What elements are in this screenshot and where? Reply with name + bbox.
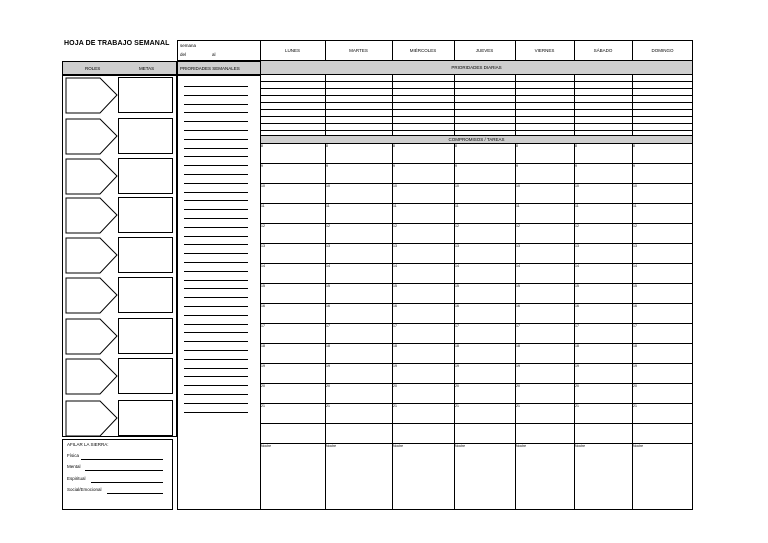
goal-box-9[interactable] [118, 400, 173, 436]
hour-label-d2-19: 19 [326, 364, 330, 368]
hour-label-d7-10: 10 [633, 184, 637, 188]
hour-label-d4-21: 21 [455, 404, 459, 408]
weekly-priority-line-25[interactable] [184, 297, 248, 298]
hour-label-d3-16: 16 [393, 304, 397, 308]
weekly-priority-line-14[interactable] [184, 200, 248, 201]
hour-label-d5-12: 12 [516, 224, 520, 228]
hour-label-d1-19: 19 [261, 364, 265, 368]
hour-label-d4-15: 15 [455, 284, 459, 288]
noche-label-d5: Noche [516, 444, 527, 448]
hour-label-d3-11: 11 [393, 204, 397, 208]
hour-label-d4-13: 13 [455, 244, 459, 248]
col-line-top-2 [392, 40, 393, 60]
hour-label-d1-21: 21 [261, 404, 265, 408]
afilar-social: Social/Emocional [67, 487, 102, 492]
hour-label-d7-18: 18 [633, 344, 637, 348]
afilar-line-espiritual[interactable] [91, 482, 163, 483]
weekly-priority-line-9[interactable] [184, 156, 248, 157]
col-line-mid-1 [325, 74, 326, 135]
metas-header: METAS [139, 66, 155, 71]
hour-label-d4-18: 18 [455, 344, 459, 348]
hour-label-d2-12: 12 [326, 224, 330, 228]
hour-label-d5-21: 21 [516, 404, 520, 408]
goal-box-8[interactable] [118, 358, 173, 394]
weekly-priority-line-28[interactable] [184, 324, 248, 325]
grid-hline-1 [260, 60, 693, 61]
hour-label-d6-13: 13 [575, 244, 579, 248]
hour-label-d2-11: 11 [326, 204, 330, 208]
hour-label-d2-9: 9 [326, 164, 328, 168]
hour-label-d6-19: 19 [575, 364, 579, 368]
page-title: HOJA DE TRABAJO SEMANAL [64, 40, 170, 47]
weekly-priority-line-35[interactable] [184, 385, 248, 386]
roles-header: ROLES [85, 66, 101, 71]
commitments-header: COMPROMISOS / TAREAS [261, 135, 692, 143]
hour-label-d2-15: 15 [326, 284, 330, 288]
hour-label-d3-19: 19 [393, 364, 397, 368]
hour-label-d7-8: 8 [633, 144, 635, 148]
goal-box-1[interactable] [118, 77, 173, 113]
role-pentagon-3[interactable] [65, 158, 119, 196]
hour-label-d5-17: 17 [516, 324, 520, 328]
hour-label-d4-9: 9 [455, 164, 457, 168]
hour-label-d3-18: 18 [393, 344, 397, 348]
weekly-priority-line-4[interactable] [184, 112, 248, 113]
hour-label-d1-15: 15 [261, 284, 265, 288]
afilar-espiritual: Espiritual [67, 476, 86, 481]
hour-label-d2-16: 16 [326, 304, 330, 308]
hour-label-d4-17: 17 [455, 324, 459, 328]
hour-label-d2-13: 13 [326, 244, 330, 248]
hour-label-d3-9: 9 [393, 164, 395, 168]
noche-label-d1: Noche [261, 444, 272, 448]
weekly-priority-line-23[interactable] [184, 280, 248, 281]
hour-label-d5-16: 16 [516, 304, 520, 308]
hour-label-d1-17: 17 [261, 324, 265, 328]
hour-label-d3-10: 10 [393, 184, 397, 188]
hour-label-d3-12: 12 [393, 224, 397, 228]
weekly-priority-line-3[interactable] [184, 104, 248, 105]
col-line-mid-3 [454, 74, 455, 135]
hour-label-d6-9: 9 [575, 164, 577, 168]
goal-box-5[interactable] [118, 237, 173, 273]
weekly-priority-line-33[interactable] [184, 368, 248, 369]
weekly-priority-line-38[interactable] [184, 412, 248, 413]
weekly-priority-line-13[interactable] [184, 192, 248, 193]
hour-label-d5-13: 13 [516, 244, 520, 248]
hour-label-d6-14: 14 [575, 264, 579, 268]
hour-label-d6-17: 17 [575, 324, 579, 328]
hour-label-d5-14: 14 [516, 264, 520, 268]
hour-label-d4-16: 16 [455, 304, 459, 308]
hour-label-d1-14: 14 [261, 264, 265, 268]
role-pentagon-9[interactable] [65, 400, 119, 438]
hour-label-d7-15: 15 [633, 284, 637, 288]
weekly-priority-line-19[interactable] [184, 244, 248, 245]
col-line-mid-6 [632, 74, 633, 135]
weekly-priority-line-6[interactable] [184, 130, 248, 131]
goal-box-7[interactable] [118, 318, 173, 354]
afilar-line-social[interactable] [107, 493, 163, 494]
hour-label-d3-14: 14 [393, 264, 397, 268]
hour-label-d7-20: 20 [633, 384, 637, 388]
weekly-priority-line-29[interactable] [184, 332, 248, 333]
hour-label-d5-20: 20 [516, 384, 520, 388]
day-header-5: VIERNES [534, 47, 555, 53]
hour-label-d4-12: 12 [455, 224, 459, 228]
col-line-top-4 [515, 40, 516, 60]
weekly-priority-line-15[interactable] [184, 209, 248, 210]
hour-label-d6-21: 21 [575, 404, 579, 408]
weekly-priority-line-8[interactable] [184, 148, 248, 149]
hour-label-d6-8: 8 [575, 144, 577, 148]
noche-label-d4: Noche [455, 444, 466, 448]
week-label: semana [180, 43, 197, 48]
hour-label-d5-15: 15 [516, 284, 520, 288]
hour-label-d1-16: 16 [261, 304, 265, 308]
hour-label-d2-14: 14 [326, 264, 330, 268]
weekly-priority-line-16[interactable] [184, 218, 248, 219]
role-pentagon-2[interactable] [65, 118, 119, 156]
weekly-priorities-panel [177, 75, 261, 510]
hour-label-d7-19: 19 [633, 364, 637, 368]
hour-label-d1-8: 8 [261, 144, 263, 148]
weekly-priority-line-7[interactable] [184, 139, 248, 140]
hour-label-d7-17: 17 [633, 324, 637, 328]
day-header-7: DOMINGO [651, 47, 674, 53]
hour-label-d6-15: 15 [575, 284, 579, 288]
hour-label-d4-8: 8 [455, 144, 457, 148]
hour-label-d1-11: 11 [261, 204, 265, 208]
grid-hline-11 [260, 135, 693, 136]
hour-label-d3-21: 21 [393, 404, 397, 408]
role-pentagon-6[interactable] [65, 277, 119, 315]
col-line-mid-5 [574, 74, 575, 135]
hour-label-d6-12: 12 [575, 224, 579, 228]
noche-label-d6: Noche [575, 444, 586, 448]
hour-label-d7-21: 21 [633, 404, 637, 408]
col-line-top-6 [632, 40, 633, 60]
hour-label-d2-18: 18 [326, 344, 330, 348]
noche-label-d2: Noche [326, 444, 337, 448]
weekly-priority-line-26[interactable] [184, 306, 248, 307]
hour-label-d4-19: 19 [455, 364, 459, 368]
hour-label-d4-10: 10 [455, 184, 459, 188]
role-pentagon-7[interactable] [65, 318, 119, 356]
daily-priorities-header: PRIORIDADES DIARIAS [261, 60, 692, 74]
weekly-priority-line-2[interactable] [184, 95, 248, 96]
hour-label-d4-11: 11 [455, 204, 459, 208]
col-line-top-3 [454, 40, 455, 60]
day-header-3: MIÉRCOLES [409, 47, 437, 53]
week-box [177, 40, 261, 61]
hour-label-d7-13: 13 [633, 244, 637, 248]
weekly-priorities-header: PRIORIDADES SEMANALES [177, 61, 261, 75]
hour-label-d7-14: 14 [633, 264, 637, 268]
weekly-priority-line-27[interactable] [184, 315, 248, 316]
hour-label-d5-10: 10 [516, 184, 520, 188]
hour-label-d6-20: 20 [575, 384, 579, 388]
hour-label-d1-20: 20 [261, 384, 265, 388]
day-header-2: MARTES [349, 47, 368, 53]
hour-label-d6-11: 11 [575, 204, 579, 208]
col-line-mid-2 [392, 74, 393, 135]
hour-label-d6-10: 10 [575, 184, 579, 188]
col-line-top-1 [325, 40, 326, 60]
hour-label-d5-19: 19 [516, 364, 520, 368]
goal-box-4[interactable] [118, 197, 173, 233]
afilar-mental: Mental [67, 464, 81, 469]
hour-label-d4-20: 20 [455, 384, 459, 388]
weekly-priority-line-30[interactable] [184, 341, 248, 342]
weekly-priority-line-18[interactable] [184, 236, 248, 237]
weekly-priority-line-11[interactable] [184, 174, 248, 175]
day-header-6: SÁBADO [593, 47, 613, 53]
noche-label-d3: Noche [393, 444, 404, 448]
hour-label-d1-9: 9 [261, 164, 263, 168]
left-header [62, 61, 177, 75]
hour-label-d3-13: 13 [393, 244, 397, 248]
hour-label-d5-11: 11 [516, 204, 520, 208]
hour-label-d5-8: 8 [516, 144, 518, 148]
hour-label-d2-21: 21 [326, 404, 330, 408]
role-pentagon-5[interactable] [65, 237, 119, 275]
weekly-priority-line-17[interactable] [184, 227, 248, 228]
afilar-fisica: Física [67, 453, 80, 458]
hour-label-d3-8: 8 [393, 144, 395, 148]
weekly-priority-line-34[interactable] [184, 376, 248, 377]
hour-label-d6-18: 18 [575, 344, 579, 348]
hour-label-d7-12: 12 [633, 224, 637, 228]
weekly-priority-line-37[interactable] [184, 403, 248, 404]
week-from-label: del [180, 52, 187, 57]
hour-label-d7-11: 11 [633, 204, 637, 208]
hour-label-d7-9: 9 [633, 164, 635, 168]
hour-label-d2-8: 8 [326, 144, 328, 148]
role-pentagon-1[interactable] [65, 77, 119, 115]
hour-label-d3-20: 20 [393, 384, 397, 388]
hour-label-d7-16: 16 [633, 304, 637, 308]
weekly-priority-line-10[interactable] [184, 165, 248, 166]
col-line-top-5 [574, 40, 575, 60]
hour-label-d1-13: 13 [261, 244, 265, 248]
hour-label-d2-17: 17 [326, 324, 330, 328]
weekly-priority-line-21[interactable] [184, 262, 248, 263]
weekly-priority-line-5[interactable] [184, 121, 248, 122]
hour-label-d3-17: 17 [393, 324, 397, 328]
afilar-title: AFILAR LA SIERRA: [67, 442, 109, 447]
weekly-priority-line-24[interactable] [184, 288, 248, 289]
afilar-line-mental[interactable] [85, 470, 163, 471]
hour-label-d6-16: 16 [575, 304, 579, 308]
day-header-4: JUEVES [475, 47, 494, 53]
goal-box-3[interactable] [118, 158, 173, 194]
hour-label-d1-12: 12 [261, 224, 265, 228]
weekly-priority-line-36[interactable] [184, 394, 248, 395]
weekly-priority-line-20[interactable] [184, 253, 248, 254]
weekly-priority-line-1[interactable] [184, 86, 248, 87]
role-pentagon-8[interactable] [65, 358, 119, 396]
week-to-label: al [212, 52, 216, 57]
weekly-priority-line-31[interactable] [184, 350, 248, 351]
noche-label-d7: Noche [633, 444, 644, 448]
hour-label-d1-18: 18 [261, 344, 265, 348]
goal-box-2[interactable] [118, 118, 173, 154]
hour-label-d3-15: 15 [393, 284, 397, 288]
role-pentagon-4[interactable] [65, 197, 119, 235]
day-header-1: LUNES [284, 47, 300, 53]
afilar-line-fisica[interactable] [81, 459, 163, 460]
hour-label-d5-9: 9 [516, 164, 518, 168]
hour-label-d5-18: 18 [516, 344, 520, 348]
hour-label-d2-10: 10 [326, 184, 330, 188]
hour-label-d2-20: 20 [326, 384, 330, 388]
weekly-priority-line-22[interactable] [184, 271, 248, 272]
weekly-priority-line-32[interactable] [184, 359, 248, 360]
col-line-mid-4 [515, 74, 516, 135]
weekly-priority-line-12[interactable] [184, 183, 248, 184]
hour-label-d4-14: 14 [455, 264, 459, 268]
afilar-box [62, 439, 173, 510]
goal-box-6[interactable] [118, 277, 173, 313]
hour-label-d1-10: 10 [261, 184, 265, 188]
